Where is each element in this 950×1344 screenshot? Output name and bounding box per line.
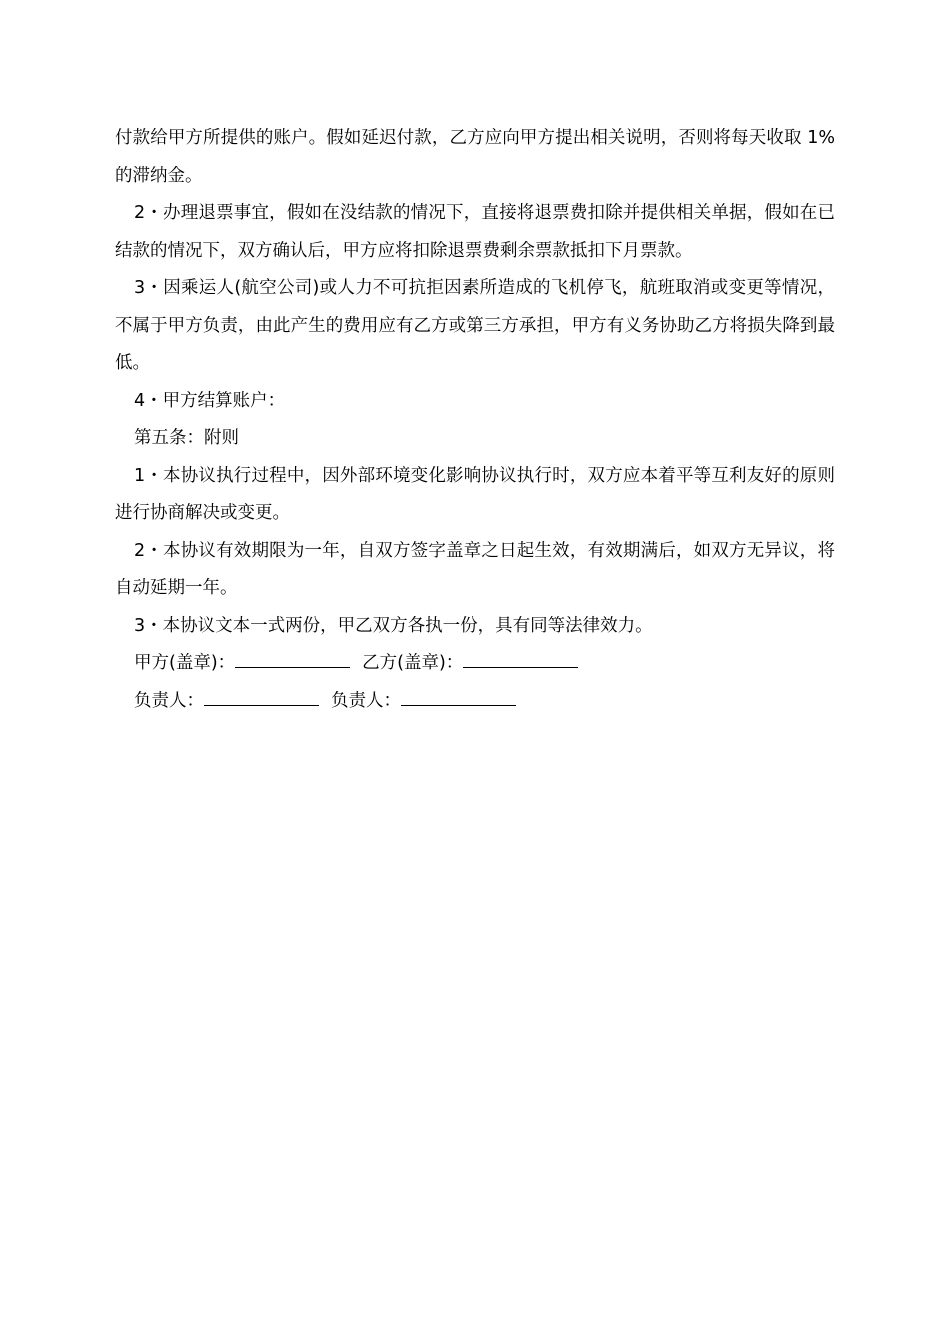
party-b-seal-label: 乙方(盖章)： [362, 653, 464, 673]
party-a-seal-label: 甲方(盖章)： [134, 653, 236, 673]
paragraph-negotiation: 1・本协议执行过程中，因外部环境变化影响协议执行时，双方应本着平等互利友好的原则进行协商解决或变更。 [115, 465, 835, 523]
responsible-a-blank [204, 683, 319, 706]
paragraph-refund-handling: 2・办理退票事宜，假如在没结款的情况下，直接将退票费扣除并提供相关单据，假如在已结款的情况下，双方确认后，甲方应将扣除退票费剩余票款抵扣下月票款。 [115, 203, 835, 261]
paragraph-validity-period: 2・本协议有效期限为一年，自双方签字盖章之日起生效，有效期满后，如双方无异议，将自动延期一年。 [115, 540, 835, 598]
responsible-b-label: 负责人： [331, 690, 401, 711]
party-a-seal-blank [235, 645, 350, 668]
signature-seal-line [115, 645, 835, 683]
responsible-b-blank [401, 683, 516, 706]
signature-responsible-line [115, 683, 835, 721]
paragraph-force-majeure: 3・因乘运人(航空公司)或人力不可抗拒因素所造成的飞机停飞，航班取消或变更等情况，不属于甲方负责，由此产生的费用应有乙方或第三方承担，甲方有义务协助乙方将损失降到最低。 [115, 278, 835, 373]
responsible-a-label: 负责人： [134, 690, 204, 711]
paragraph-settlement-account: 4・甲方结算账户： [134, 390, 286, 411]
section-heading-article-five: 第五条：附则 [134, 428, 239, 448]
paragraph-copies: 3・本协议文本一式两份，甲乙双方各执一份，具有同等法律效力。 [134, 615, 653, 636]
party-b-seal-blank [463, 645, 578, 668]
document-body [115, 120, 835, 720]
paragraph-payment-continuation: 付款给甲方所提供的账户。假如延迟付款，乙方应向甲方提出相关说明，否则将每天收取 1%的滞纳金。 [115, 128, 835, 186]
